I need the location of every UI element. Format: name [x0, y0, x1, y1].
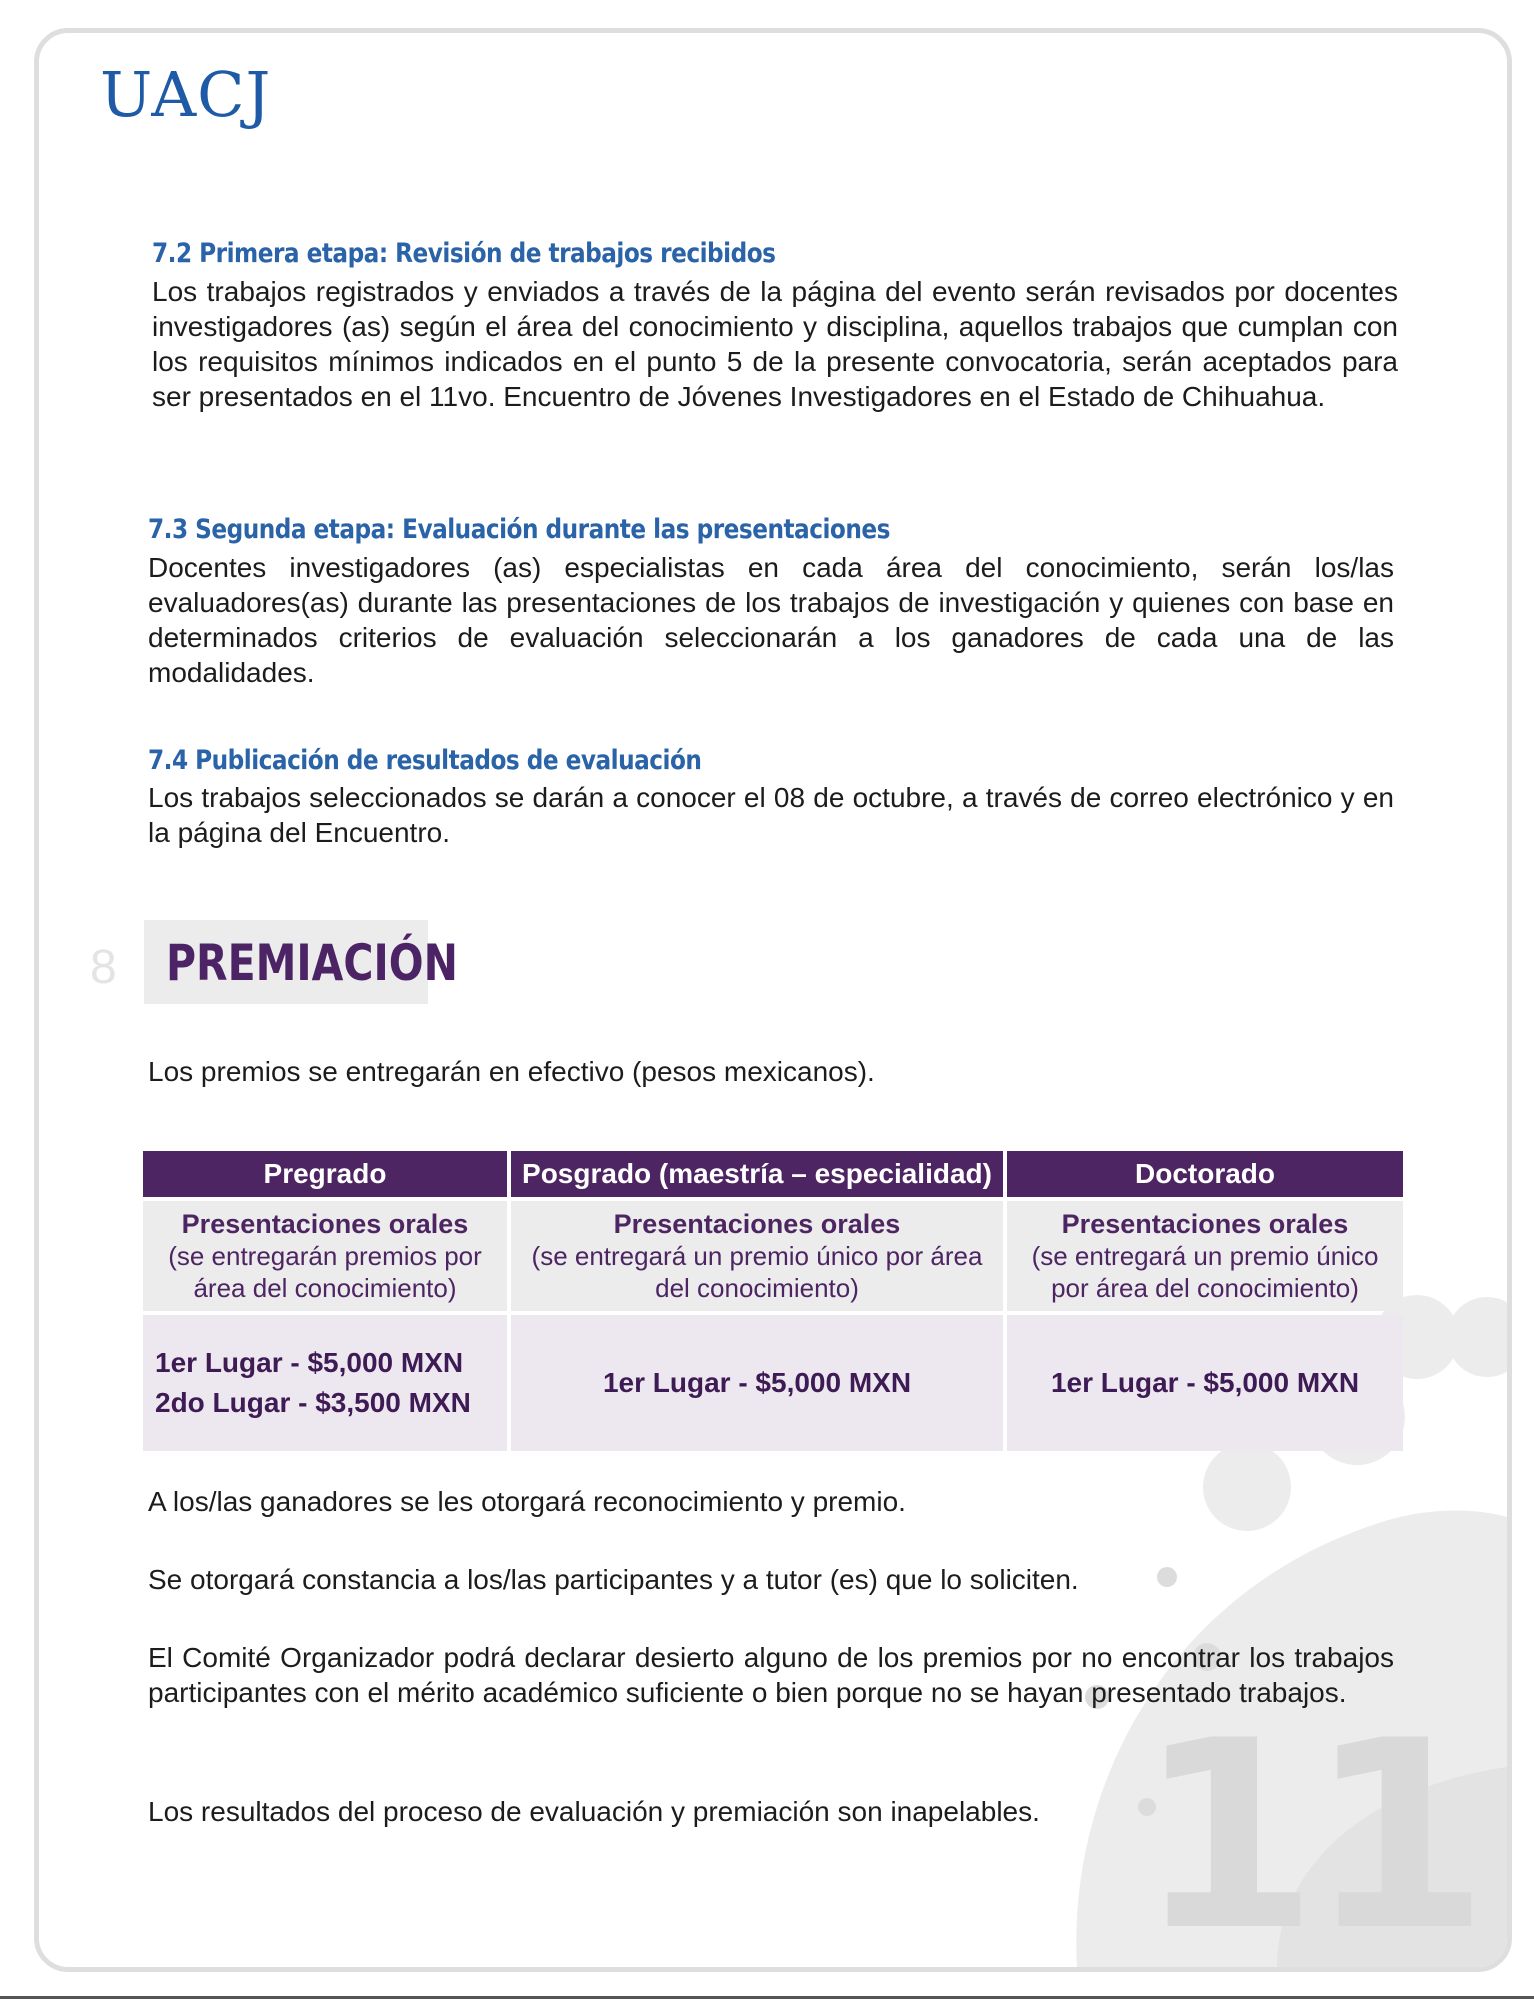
note-deserted-prize: El Comité Organizador podrá declarar desierto alguno de los premios por no encontrar los trabajos participantes con el mérito académico suficiente o bien porque no se hayan presentado trabajos.: [148, 1642, 1394, 1708]
paragraph-7-3: Docentes investigadores (as) especialistas en cada área del conocimiento, serán los/las evaluadores(as) durante las presentaciones de los trabajos de investigación y quienes con base en determinados criterios de evaluación seleccionarán a los ganadores de cada una de las modalidades.: [148, 552, 1394, 688]
note-certificate: Se otorgará constancia a los/las participantes y a tutor (es) que lo soliciten.: [148, 1564, 1079, 1595]
desc-note: (se entregará un premio único por área del conocimiento): [1031, 1241, 1379, 1303]
prize-second-place: 2do Lugar - $3,500 MXN: [155, 1387, 471, 1418]
heading-7-4: 7.4 Publicación de resultados de evaluación: [148, 745, 702, 776]
desc-posgrado: [511, 1201, 1003, 1311]
header-pregrado: Pregrado: [143, 1151, 507, 1197]
header-posgrado: Posgrado (maestría – especialidad): [511, 1151, 1003, 1197]
prize-first-place: 1er Lugar - $5,000 MXN: [155, 1347, 464, 1378]
prize-doctorado: [1007, 1315, 1403, 1451]
desc-doctorado: [1007, 1201, 1403, 1311]
page-number: 11: [1137, 1686, 1479, 1972]
heading-7-2: 7.2 Primera etapa: Revisión de trabajos recibidos: [152, 238, 776, 269]
uacj-logo: UACJ: [100, 58, 272, 131]
prize-first-place: 1er Lugar - $5,000 MXN: [1050, 1367, 1360, 1398]
desc-pregrado: [143, 1201, 507, 1311]
note-recognition: A los/las ganadores se les otorgará reconocimiento y premio.: [148, 1486, 906, 1517]
section-title: PREMIACIÓN: [166, 934, 458, 992]
prize-first-place: 1er Lugar - $5,000 MXN: [602, 1367, 912, 1398]
prize-intro: Los premios se entregarán en efectivo (pesos mexicanos).: [148, 1056, 875, 1087]
prize-table: [139, 1147, 1407, 1455]
prize-table-values-row: [143, 1315, 1403, 1451]
prize-posgrado: [511, 1315, 1003, 1451]
header-doctorado: Doctorado: [1007, 1151, 1403, 1197]
prize-table-description-row: [143, 1201, 1403, 1311]
section-number: 8: [90, 941, 117, 994]
desc-note: (se entregará un premio único por área del conocimiento): [531, 1241, 983, 1303]
heading-7-3: 7.3 Segunda etapa: Evaluación durante las presentaciones: [148, 514, 890, 545]
desc-title: Presentaciones orales: [181, 1209, 469, 1239]
prize-table-header-row: [143, 1151, 1403, 1197]
paragraph-7-2: Los trabajos registrados y enviados a través de la página del evento serán revisados por docentes investigadores (as) según el área del conocimiento y disciplina, aquellos trabajos que cumplan con los requisitos mínimos indicados en el punto 5 de la presente convocatoria, serán aceptados para ser presentados en el 11vo. Encuentro de Jóvenes Investigadores en el Estado de Chihuahua.: [152, 276, 1398, 412]
bottom-rule: [0, 1996, 1534, 1999]
note-final-results: Los resultados del proceso de evaluación y premiación son inapelables.: [148, 1796, 1040, 1827]
desc-title: Presentaciones orales: [1061, 1209, 1349, 1239]
desc-title: Presentaciones orales: [613, 1209, 901, 1239]
prize-pregrado: [143, 1315, 507, 1451]
paragraph-7-4: Los trabajos seleccionados se darán a conocer el 08 de octubre, a través de correo electrónico y en la página del Encuentro.: [148, 782, 1394, 848]
desc-note: (se entregarán premios por área del conocimiento): [168, 1241, 482, 1303]
